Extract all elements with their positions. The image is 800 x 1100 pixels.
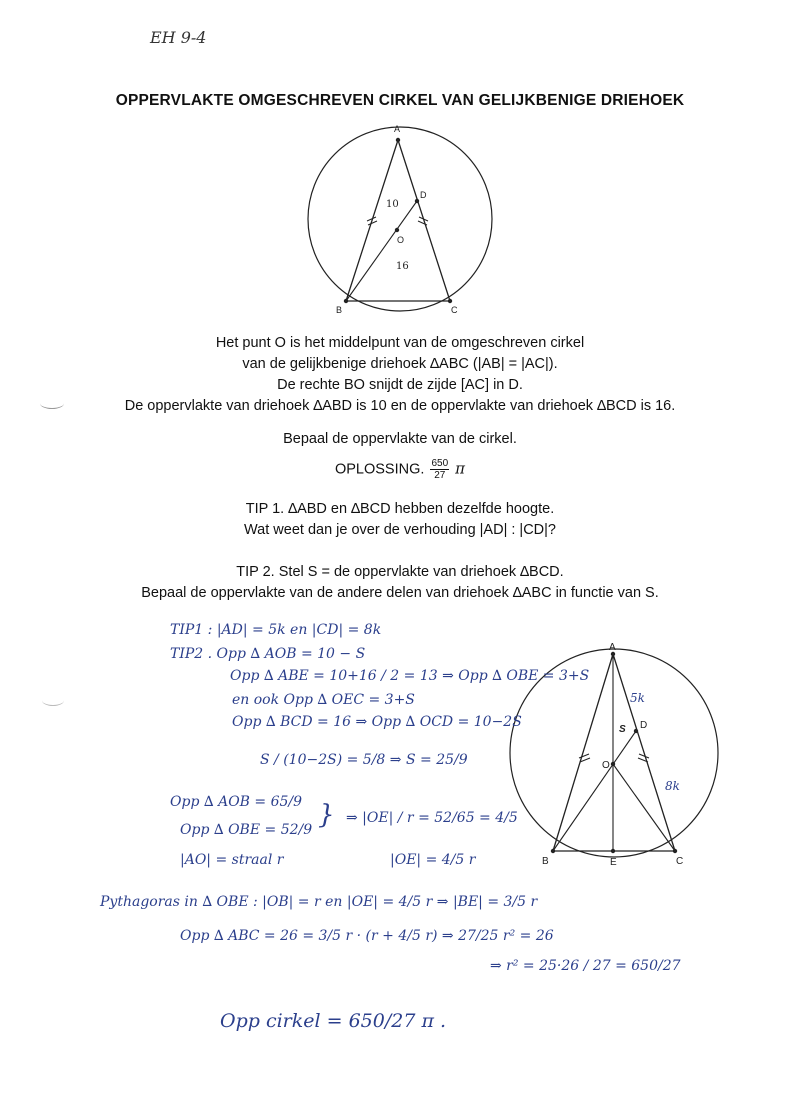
problem-question: Bepaal de oppervlakte van de cirkel. [283,431,517,447]
hand-line-7: Opp ∆ AOB = 65/9 [170,794,303,810]
hand-line-5: Opp ∆ BCD = 16 ⇒ Opp ∆ OCD = 10−2S [232,714,522,730]
pi-symbol: π [455,459,466,478]
label-o: O [397,235,405,245]
label-a: A [394,124,401,134]
solution [0,458,800,481]
scan-mark-2 [42,695,64,706]
side-ac [398,140,450,301]
label-b: B [336,305,343,315]
scan-mark-1 [40,398,64,409]
label2-a: A [609,642,616,653]
area-bcd: 16 [396,261,409,272]
hand-line-14: ⇒ r² = 25·26 / 27 = 650/27 [490,958,681,974]
area-abd: 10 [386,199,399,210]
hand-line-15: Opp cirkel = 650/27 π . [220,1010,447,1032]
corner-note: EH 9-4 [150,28,207,47]
hand-line-12: Pythagoras in ∆ OBE : |OB| = r en |OE| = 4/5 r ⇒ |BE| = 3/5 r [100,894,538,910]
side-ab [346,140,398,301]
solution-label: OPLOSSING. [334,461,425,478]
hand-line-9: |AO| = straal r [180,852,284,868]
label2-c: C [676,856,684,867]
length-cd: 8k [665,779,680,793]
tip1-line-1: TIP 1. ∆ABD en ∆BCD hebben dezelfde hoogte. [245,501,555,517]
tip2-line-2: Bepaal de oppervlakte van de andere delen van driehoek ∆ABC in functie van S. [141,585,659,601]
hand-line-2: TIP2 . Opp ∆ AOB = 10 − S [170,646,366,662]
problem-line-4: De oppervlakte van driehoek ∆ABD is 10 en de oppervlakte van driehoek ∆BCD is 16. [124,398,676,414]
solution-fraction: $\frac{650}{27}$ [431,458,449,481]
tip1-line-2: Wat weet dan je over de verhouding |AD| : |CD|? [244,522,556,538]
label2-s: S [619,724,626,735]
problem-line-2: van de gelijkbenige driehoek ∆ABC (|AB| = |AC|). [242,356,558,372]
page-title: OPPERVLAKTE OMGESCHREVEN CIRKEL VAN GELIJKBENIGE DRIEHOEK [115,92,685,109]
hand-line-13: Opp ∆ ABC = 26 = 3/5 r · (r + 4/5 r) ⇒ 27/25 r² = 26 [180,928,554,944]
hand-line-11: |OE| = 4/5 r [390,852,476,868]
hand-line-6: S / (10−2S) = 5/8 ⇒ S = 25/9 [260,752,468,768]
hand-line-1: TIP1 : |AD| = 5k en |CD| = 8k [170,622,382,638]
label2-d: D [640,720,648,731]
hand-line-4: en ook Opp ∆ OEC = 3+S [232,692,415,708]
worksheet-page: EH 9-4 OPPERVLAKTE OMGESCHREVEN CIRKEL VAN GELIJKBENIGE DRIEHOEK A B C D O 10 16 Het punt O is het middelpunt van de omgeschreven cirkel van de gelijkbenige driehoek ∆ABC (|AB| = |AC|). De rechte BO snijdt de zijde [AC] in D. De oppervlakte van driehoek ∆ABD is 10 en de oppervlakte van driehoek ∆BCD is 16. Bepaal de oppervlakte van de cirkel. OPLOSSING. $\frac{650}{27}$ π TIP 1. ∆ABD en ∆BCD hebben dezelfde hoogte. Wat weet dan je over de verhouding |AD| : |CD|? TIP 2. Stel S = de oppervlakte van driehoek ∆BCD. Bepaal de oppervlakte van de andere delen van driehoek ∆ABC in functie van S. A B C D O E S 5k 8k TIP1 : |AD| = 5k en |CD| = 8k TIP2 . Opp ∆ AOB = 10 − S Opp ∆ ABE = 10+16 / 2 = 13 ⇒ Opp ∆ OBE = 3+S en ook Opp ∆ OEC = 3+S Opp ∆ BCD = 16 ⇒ Opp ∆ OCD = 10−2S S / (10−2S) = 5/8 ⇒ S = 25/9 Opp ∆ AOB = 65/9 Opp ∆ OBE = 52/9 |AO| = straal r } ⇒ |OE| / r = 52/65 = 4/5 |OE| = 4/5 r Pythagoras in ∆ OBE : |OB| = r en |OE| = 4/5 r ⇒ |BE| = 3/5 r Opp ∆ ABC = 26 = 3/5 r · (r + 4/5 r) ⇒ 27/25 r² = 26 ⇒ r² = 25·26 / 27 = 650/27 Opp cirkel = 650/27 π . [0,0,800,1100]
hand-line-3: Opp ∆ ABE = 10+16 / 2 = 13 ⇒ Opp ∆ OBE = 3+S [230,668,590,684]
length-ad: 5k [630,691,645,705]
problem-line-3: De rechte BO snijdt de zijde [AC] in D. [277,377,523,393]
label-c: C [451,305,458,315]
label2-e: E [610,857,617,868]
circumscribed-circle [308,127,492,311]
tip2-line-1: TIP 2. Stel S = de oppervlakte van driehoek ∆BCD. [236,564,564,580]
hand-line-10: ⇒ |OE| / r = 52/65 = 4/5 [346,810,518,826]
line-bd [346,201,417,301]
label-d: D [420,190,427,200]
figure-circle-triangle [300,118,500,318]
problem-line-1: Het punt O is het middelpunt van de omgeschreven cirkel [215,335,585,351]
hand-line-8: Opp ∆ OBE = 52/9 [180,822,313,838]
label2-b: B [542,856,549,867]
label2-o: O [602,760,610,771]
